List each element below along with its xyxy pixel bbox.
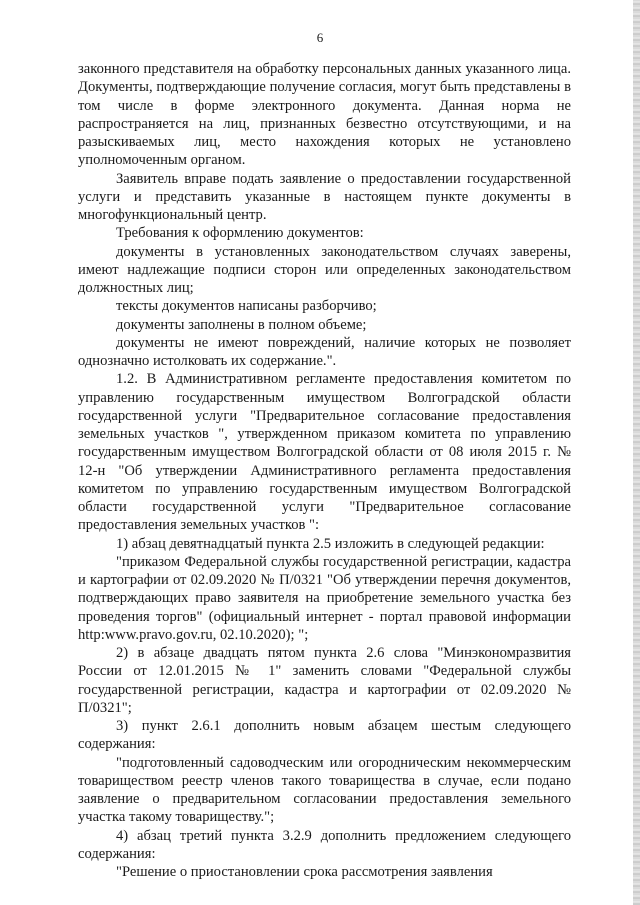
paragraph-item-4: 4) абзац третий пункта 3.2.9 дополнить предложением следующего содержания: [78, 827, 571, 862]
paragraph-item-2: 2) в абзаце двадцать пятом пункта 2.6 слова "Минэкономразвития России от 12.01.2015 № 1" заменить словами "Федеральной службы государственной регистрации, кадастра и картографии от 02.09.2020 № П/0321"; [78, 645, 571, 716]
paragraph-item-1-quote: "приказом Федеральной службы государственной регистрации, кадастра и картографии от 02.09.2020 № П/0321 "Об утверждении перечня документов, подтверждающих право заявителя на приобретение земельного участка без проведения торгов" (официальный интернет - портал правовой информации http:www.pravo.gov.ru, 02.10.2020); "; [78, 553, 571, 643]
paragraph-requirement-undamaged: документы не имеют повреждений, наличие которых не позволяет однозначно истолковать их содержание.". [78, 334, 571, 369]
paragraph-requirement-complete: документы заполнены в полном объеме; [116, 316, 367, 333]
paragraph-personal-data-continuation: законного представителя на обработку персональных данных указанного лица. Документы, подтверждающие получение согласия, могут быть представлены в том числе в форме электронного документа. Данная норма не распространяется на лиц, признанных безвестно отсутствующими, и на разыскиваемых лиц, место нахождения которых не установлено уполномоченным органом. [78, 61, 571, 169]
scanned-page-edge [633, 0, 640, 905]
document-body [78, 60, 571, 881]
paragraph-item-3: 3) пункт 2.6.1 дополнить новым абзацем шестым следующего содержания: [78, 718, 571, 753]
paragraph-item-4-quote: "Решение о приостановлении срока рассмотрения заявления [116, 864, 493, 880]
paragraph-requirement-certified: документы в установленных законодательством случаях заверены, имеют надлежащие подписи сторон или определенных законодательством должностных лиц; [78, 243, 571, 296]
paragraph-requirement-legible: тексты документов написаны разборчиво; [116, 298, 377, 315]
paragraph-item-1: 1) абзац девятнадцатый пункта 2.5 изложить в следующей редакции: [116, 535, 545, 552]
paragraph-clause-1-2: 1.2. В Административном регламенте предоставления комитетом по управлению государственным имуществом Волгоградской области государственной услуги "Предварительное согласование предоставления земельных участков ", утвержденном приказом комитета по управлению государственным имуществом Волгоградской области от 08 июля 2015 г. № 12-н "Об утверждении Административного регламента предоставления комитетом по управлению государственным имуществом Волгоградской области государственной услуги "Предварительное согласование предоставления земельных участков ": [78, 371, 571, 534]
paragraph-item-3-quote: "подготовленный садоводческим или огородническим некоммерческим товариществом реестр членов такого товарищества в случае, если подано заявление о предварительном согласовании предоставления земельного участка такому товариществу."; [78, 754, 571, 826]
paragraph-applicant-mfc: Заявитель вправе подать заявление о предоставлении государственной услуги и представить указанные в настоящем пункте документы в многофункциональный центр. [78, 170, 571, 223]
paragraph-requirements-heading: Требования к оформлению документов: [116, 225, 364, 242]
page-number: 6 [316, 30, 324, 45]
